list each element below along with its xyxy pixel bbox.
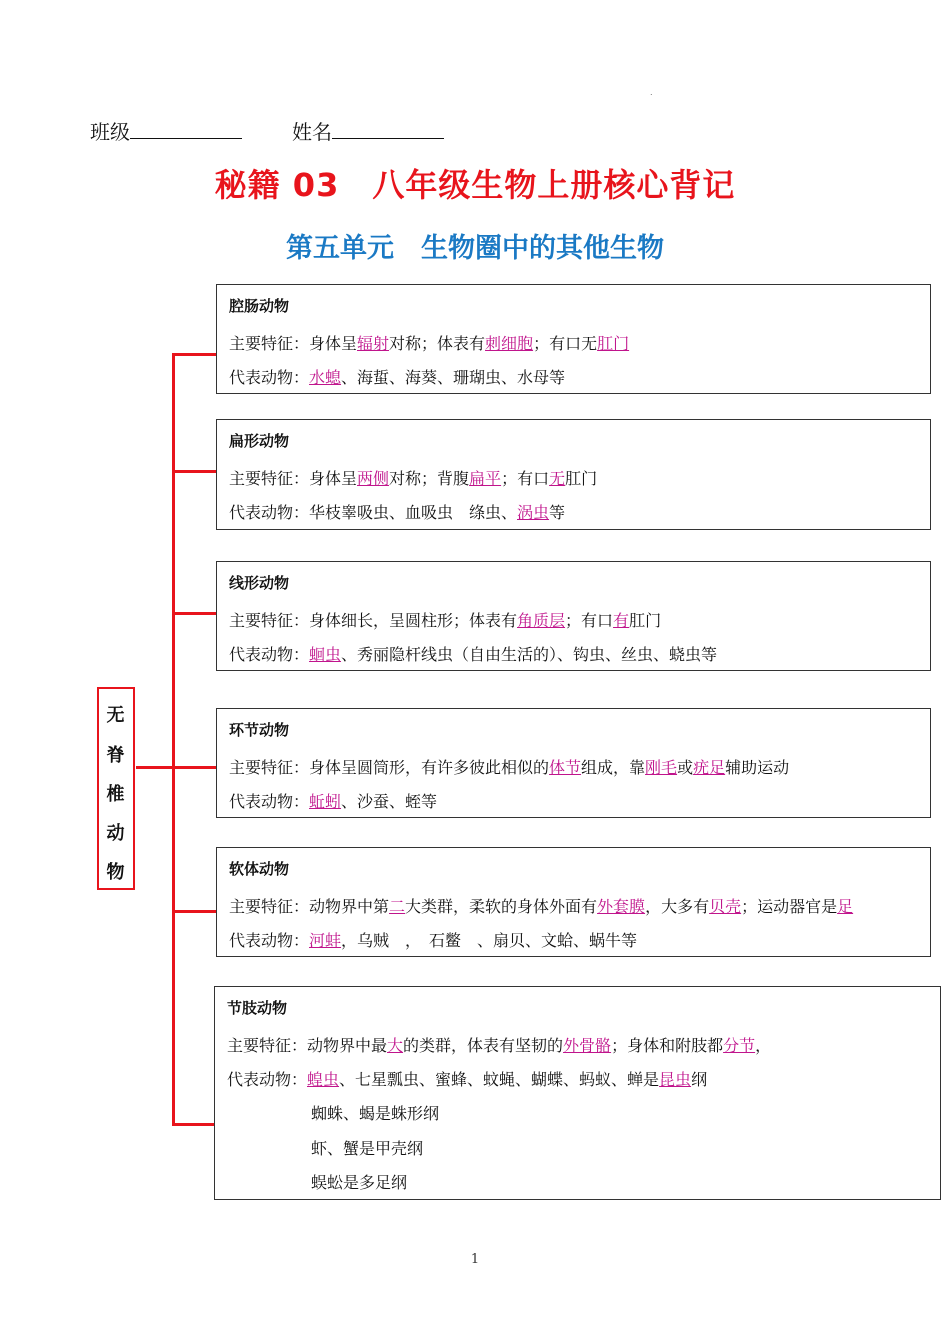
answer: 蝗虫 — [307, 1070, 340, 1089]
answer: 外骨骼 — [563, 1036, 612, 1055]
features-line: 主要特征：身体呈辐射对称；体表有刺细胞；有口无肛门 — [229, 334, 630, 353]
vertical-char: 物 — [106, 862, 125, 883]
class-label: 班级 — [90, 120, 130, 144]
class-line: 蜈蚣是多足纲 — [311, 1173, 408, 1192]
answer: 外套膜 — [597, 897, 646, 916]
class-line: 虾、蟹是甲壳纲 — [311, 1139, 424, 1158]
group-name: 腔肠动物 — [229, 297, 290, 315]
group-name: 环节动物 — [229, 721, 290, 739]
group-box-annelida — [216, 708, 931, 818]
group-box-platyhelminthes — [216, 419, 931, 530]
bracket-branch — [172, 1123, 214, 1126]
examples-line: 代表动物：蝗虫、七星瓢虫、蜜蜂、蚊蝇、蝴蝶、蚂蚁、蝉是昆虫纲 — [227, 1070, 708, 1089]
examples-line: 代表动物：蚯蚓、沙蚕、蛭等 — [229, 792, 438, 811]
vertical-char: 无 — [106, 705, 125, 726]
name-field — [292, 116, 444, 145]
group-box-coelenterata — [216, 284, 931, 394]
group-name: 节肢动物 — [227, 999, 288, 1017]
answer: 刚毛 — [645, 758, 678, 777]
features-line: 主要特征：身体细长，呈圆柱形；体表有角质层；有口有肛门 — [229, 611, 662, 630]
answer: 足 — [837, 897, 854, 916]
examples-line: 代表动物：水螅、海蜇、海葵、珊瑚虫、水母等 — [229, 368, 566, 387]
bracket-branch — [172, 612, 216, 615]
bracket-branch — [172, 910, 216, 913]
bracket-trunk — [172, 353, 175, 1126]
group-name: 软体动物 — [229, 860, 290, 878]
class-line: 蜘蛛、蝎是蛛形纲 — [311, 1104, 440, 1123]
bracket-branch — [172, 470, 216, 473]
vertical-char: 脊 — [106, 745, 125, 766]
corner-dot: . — [650, 88, 653, 97]
vertical-char: 椎 — [106, 784, 125, 805]
group-box-nematoda — [216, 561, 931, 671]
answer: 蚯蚓 — [309, 792, 342, 811]
page-number: 1 — [470, 1252, 480, 1267]
name-label: 姓名 — [292, 120, 332, 144]
features-line: 主要特征：动物界中最大的类群，体表有坚韧的外骨骼；身体和附肢都分节， — [227, 1036, 772, 1055]
page-title: 秘籍 03 八年级生物上册核心背记 — [214, 166, 736, 204]
answer: 涡虫 — [517, 503, 550, 522]
examples-line: 代表动物：蛔虫、秀丽隐杆线虫（自由生活的）、钩虫、丝虫、蛲虫等 — [229, 645, 718, 664]
answer: 水螅 — [309, 368, 342, 387]
bracket-branch — [172, 353, 216, 356]
answer: 肛门 — [597, 334, 630, 353]
group-name: 线形动物 — [229, 574, 290, 592]
group-name: 扁形动物 — [229, 432, 290, 450]
features-line: 主要特征：身体呈圆筒形，有许多彼此相似的体节组成，靠刚毛或疣足辅助运动 — [229, 758, 790, 777]
answer: 蛔虫 — [309, 645, 342, 664]
class-blank[interactable] — [130, 120, 242, 139]
answer: 二 — [389, 897, 406, 916]
answer: 扁平 — [469, 469, 502, 488]
answer: 辐射 — [357, 334, 390, 353]
class-field — [90, 116, 242, 145]
vertical-char: 动 — [106, 823, 125, 844]
invertebrate-label-box — [97, 687, 135, 890]
group-box-arthropoda — [214, 986, 941, 1200]
answer: 体节 — [549, 758, 582, 777]
answer: 河蚌 — [309, 931, 342, 950]
answer: 分节 — [723, 1036, 756, 1055]
answer: 角质层 — [517, 611, 566, 630]
examples-line: 代表动物：华枝睾吸虫、血吸虫 绦虫、涡虫等 — [229, 503, 566, 522]
answer: 昆虫 — [659, 1070, 692, 1089]
bracket-branch — [172, 766, 216, 769]
bracket-stem — [136, 766, 174, 769]
answer: 大 — [387, 1036, 404, 1055]
examples-line: 代表动物：河蚌，乌贼 ， 石鳖 、扇贝、文蛤、蜗牛等 — [229, 931, 638, 950]
name-blank[interactable] — [332, 120, 444, 139]
answer: 两侧 — [357, 469, 390, 488]
answer: 无 — [549, 469, 566, 488]
answer: 疣足 — [693, 758, 726, 777]
group-box-mollusca — [216, 847, 931, 957]
features-line: 主要特征：动物界中第二大类群，柔软的身体外面有外套膜，大多有贝壳；运动器官是足 — [229, 897, 854, 916]
answer: 刺细胞 — [485, 334, 534, 353]
answer: 贝壳 — [709, 897, 742, 916]
features-line: 主要特征：身体呈两侧对称；背腹扁平；有口无肛门 — [229, 469, 598, 488]
answer: 有 — [613, 611, 630, 630]
unit-subtitle: 第五单元 生物圈中的其他生物 — [286, 233, 664, 264]
